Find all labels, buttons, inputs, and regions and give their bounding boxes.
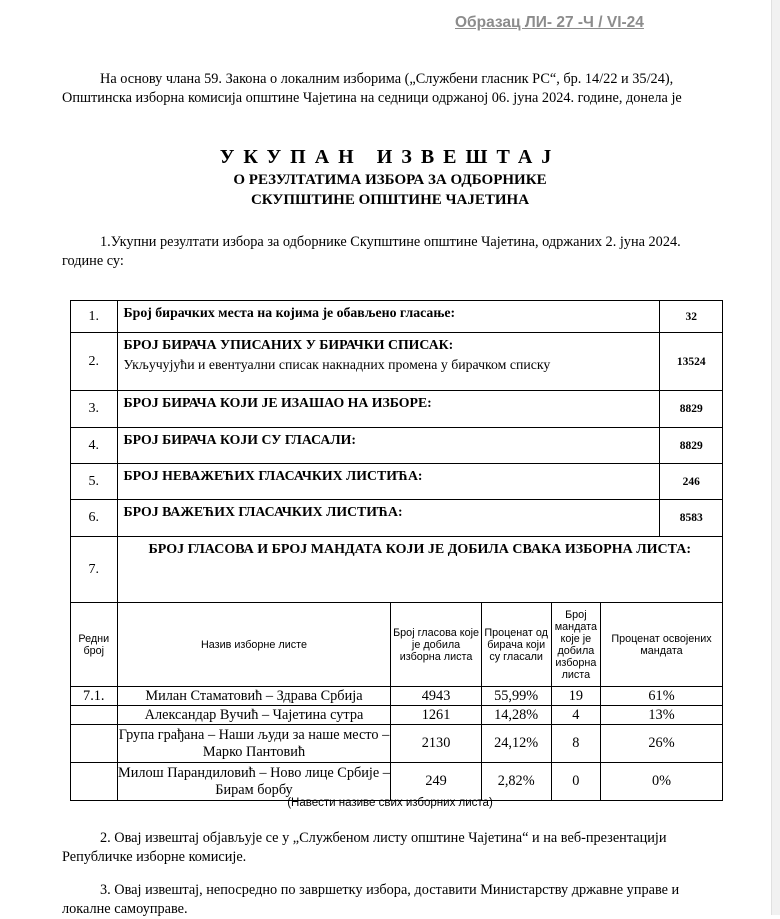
list-name: Александар Вучић – Чајетина сутра (117, 706, 391, 725)
scrollbar[interactable] (771, 0, 780, 915)
list-percent: 14,28% (481, 706, 551, 725)
header-percent-voters: Проценат од бирача који су гласали (481, 603, 551, 687)
row-label: Број бирачких места на којима је обављено гласање: (117, 301, 660, 333)
header-votes: Број гласова које је добила изборна листа (391, 603, 481, 687)
list-votes: 1261 (391, 706, 481, 725)
row-label: БРОЈ ГЛАСОВА И БРОЈ МАНДАТА КОЈИ ЈЕ ДОБИЛА СВАКА ИЗБОРНА ЛИСТА: (117, 537, 722, 603)
row-label: БРОЈ НЕВАЖЕЋИХ ГЛАСАЧКИХ ЛИСТИЋА: (117, 464, 660, 500)
list-ordinal (71, 706, 118, 725)
list-mandates: 4 (551, 706, 600, 725)
table-row (71, 500, 723, 537)
list-mandate-percent: 61% (601, 687, 723, 706)
row-value: 8829 (660, 428, 723, 464)
intro-paragraph (62, 70, 722, 108)
list-row (71, 706, 723, 725)
row-sublabel: Укључујући и евентуални списак накнадних промена у бирачком списку (123, 357, 551, 372)
section-1-paragraph (62, 233, 722, 271)
list-name: Милан Стаматовић – Здрава Србија (117, 687, 391, 706)
row-number: 1. (71, 301, 118, 333)
list-votes: 249 (391, 763, 481, 801)
row-number: 4. (71, 428, 118, 464)
list-mandate-percent: 0% (601, 763, 723, 801)
results-table (70, 300, 723, 801)
list-percent: 55,99% (481, 687, 551, 706)
list-percent: 2,82% (481, 763, 551, 801)
table-row (71, 301, 723, 333)
row-number: 5. (71, 464, 118, 500)
header-ordinal: Редни број (71, 603, 118, 687)
row-label-group (117, 333, 660, 391)
section-3-text: 3. Овај извештај, непосредно по завршетку избора, доставити Министарству државне управе и локалне самоуправе. (62, 882, 680, 917)
list-ordinal (71, 763, 118, 801)
list-name: Група грађана – Наши људи за наше место – Марко Пантовић (117, 725, 391, 763)
list-mandate-percent: 13% (601, 706, 723, 725)
table-row (71, 428, 723, 464)
list-row (71, 725, 723, 763)
list-ordinal: 7.1. (71, 687, 118, 706)
row-label: БРОЈ ВАЖЕЋИХ ГЛАСАЧКИХ ЛИСТИЋА: (117, 500, 660, 537)
row-label: БРОЈ БИРАЧА КОЈИ СУ ГЛАСАЛИ: (117, 428, 660, 464)
list-row (71, 763, 723, 801)
form-code: Образац ЛИ- 27 -Ч / VI-24 (455, 14, 644, 31)
row-value: 246 (660, 464, 723, 500)
row-value: 8829 (660, 391, 723, 428)
subtitle-line-1: О РЕЗУЛТАТИМА ИЗБОРА ЗА ОДБОРНИКЕ (233, 172, 547, 188)
table-row (71, 464, 723, 500)
table-row (71, 391, 723, 428)
row-number: 6. (71, 500, 118, 537)
section-1-text: 1.Укупни резултати избора за одборнике Скупштине општине Чајетина, одржаних 2. јуна 2024. године су: (62, 234, 681, 269)
report-title: УКУПАН ИЗВЕШТАЈ (219, 146, 561, 168)
list-votes: 4943 (391, 687, 481, 706)
list-name: Милош Парандиловић – Ново лице Србије – Бирам борбу (117, 763, 391, 801)
row-value: 32 (660, 301, 723, 333)
row-number: 2. (71, 333, 118, 391)
list-votes: 2130 (391, 725, 481, 763)
row-value: 8583 (660, 500, 723, 537)
list-mandates: 0 (551, 763, 600, 801)
section-3-paragraph (62, 881, 722, 919)
row-label: БРОЈ БИРАЧА УПИСАНИХ У БИРАЧКИ СПИСАК: (123, 337, 454, 352)
report-subtitle (0, 170, 780, 210)
row-number: 3. (71, 391, 118, 428)
list-header-row (71, 603, 723, 687)
subtitle-line-2: СКУПШТИНЕ ОПШТИНЕ ЧАЈЕТИНА (250, 192, 530, 208)
list-mandate-percent: 26% (601, 725, 723, 763)
header-list-name: Назив изборне листе (117, 603, 391, 687)
header-mandates: Број мандата које је добила изборна листа (551, 603, 600, 687)
table-note: (Навести називе свих изборних листа) (287, 797, 493, 809)
row-number: 7. (71, 537, 118, 603)
table-row (71, 537, 723, 603)
intro-text: На основу члана 59. Закона о локалним изборима („Службени гласник РС“, бр. 14/22 и 35/24), Општинска изборна комисија општине Чајетина на седници одржаној 06. јуна 2024. године, донела је (62, 71, 682, 106)
row-label: БРОЈ БИРАЧА КОЈИ ЈЕ ИЗАШАО НА ИЗБОРЕ: (117, 391, 660, 428)
table-row (71, 333, 723, 391)
list-percent: 24,12% (481, 725, 551, 763)
header-percent-mandates: Проценат освојених мандата (601, 603, 723, 687)
list-mandates: 19 (551, 687, 600, 706)
list-mandates: 8 (551, 725, 600, 763)
section-2-paragraph (62, 829, 722, 867)
list-row (71, 687, 723, 706)
list-ordinal (71, 725, 118, 763)
section-2-text: 2. Овај извештај објављује се у „Службеном листу општине Чајетина“ и на веб-презентацији Републичке изборне комисије. (62, 830, 667, 865)
row-value: 13524 (660, 333, 723, 391)
